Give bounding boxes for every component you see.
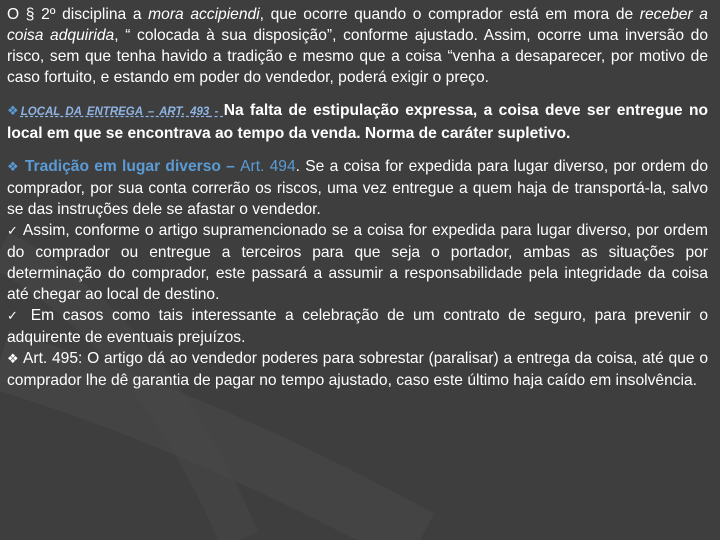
text-run-bold: Na falta de estipulação expressa, a coisa deve ser entregue no local em que se encontrava ao tempo da venda. Norma de caráter supletivo. xyxy=(7,102,709,142)
text-run: , que ocorre quando o comprador está em mora de xyxy=(259,6,640,23)
checkmark-bullet-icon: ✓ xyxy=(7,309,23,324)
article-reference: Art. 494 xyxy=(240,158,296,175)
text-run: Assim, conforme o artigo supramencionado se a coisa for expedida para lugar diverso, por ordem do comprador ou entregue a terceiros para que seja o portador, ambas as situações por determinação do comprador, este passará a assumir a responsabilidade pela integridade da coisa até chegar ao local de destino. xyxy=(7,222,708,303)
text-run: Art. 495: O artigo dá ao vendedor poderes para sobrestar (paralisar) a entrega da coisa, até que o comprador lhe dê garantia de pagar no tempo ajustado, caso este último haja caído em insolvência. xyxy=(7,350,709,389)
text-run-italic: receber a coisa adquirida xyxy=(7,6,708,44)
paragraph-local-da-entrega xyxy=(7,100,708,144)
section-heading: Tradição em lugar diverso – xyxy=(19,158,241,175)
text-run: . Se a coisa for expedida para lugar diverso, por ordem do comprador, por sua conta correrão os riscos, uma vez entregue a quem haja de transportá-la, salvo se das instruções dele se afastar o vendedor. xyxy=(7,158,709,218)
paragraph-art-495 xyxy=(7,348,708,391)
text-run-italic: mora accipiendi xyxy=(148,6,260,23)
heading-dash: - xyxy=(209,106,224,118)
text-run: O § 2º disciplina a xyxy=(7,6,149,23)
text-run: , “ colocada à sua disposição”, conforme ajustado. Assim, ocorre uma inversão do risco, sem que tenha havido a tradição e mesmo que a coisa “venha a desaparecer, por motivo de caso fortuito, e estando em poder do vendedor, poderá exigir o preço. xyxy=(7,27,708,86)
paragraph-assim-conforme xyxy=(7,220,708,305)
paragraph-mora-accipiendi xyxy=(7,4,708,88)
diamond-bullet-icon: ❖ xyxy=(7,160,20,175)
checkmark-bullet-icon: ✓ xyxy=(7,224,19,239)
section-heading-link[interactable]: LOCAL DA ENTREGA – ART. 493 xyxy=(20,106,210,118)
text-body xyxy=(7,4,708,391)
text-run: Em casos como tais interessante a celebração de um contrato de seguro, para prevenir o adquirente de eventuais prejuízos. xyxy=(7,307,708,346)
paragraph-contrato-seguro xyxy=(7,305,708,348)
paragraph-tradicao-lugar-diverso xyxy=(7,156,708,220)
diamond-bullet-icon: ❖ xyxy=(7,104,21,119)
diamond-bullet-icon: ❖ xyxy=(7,352,20,367)
